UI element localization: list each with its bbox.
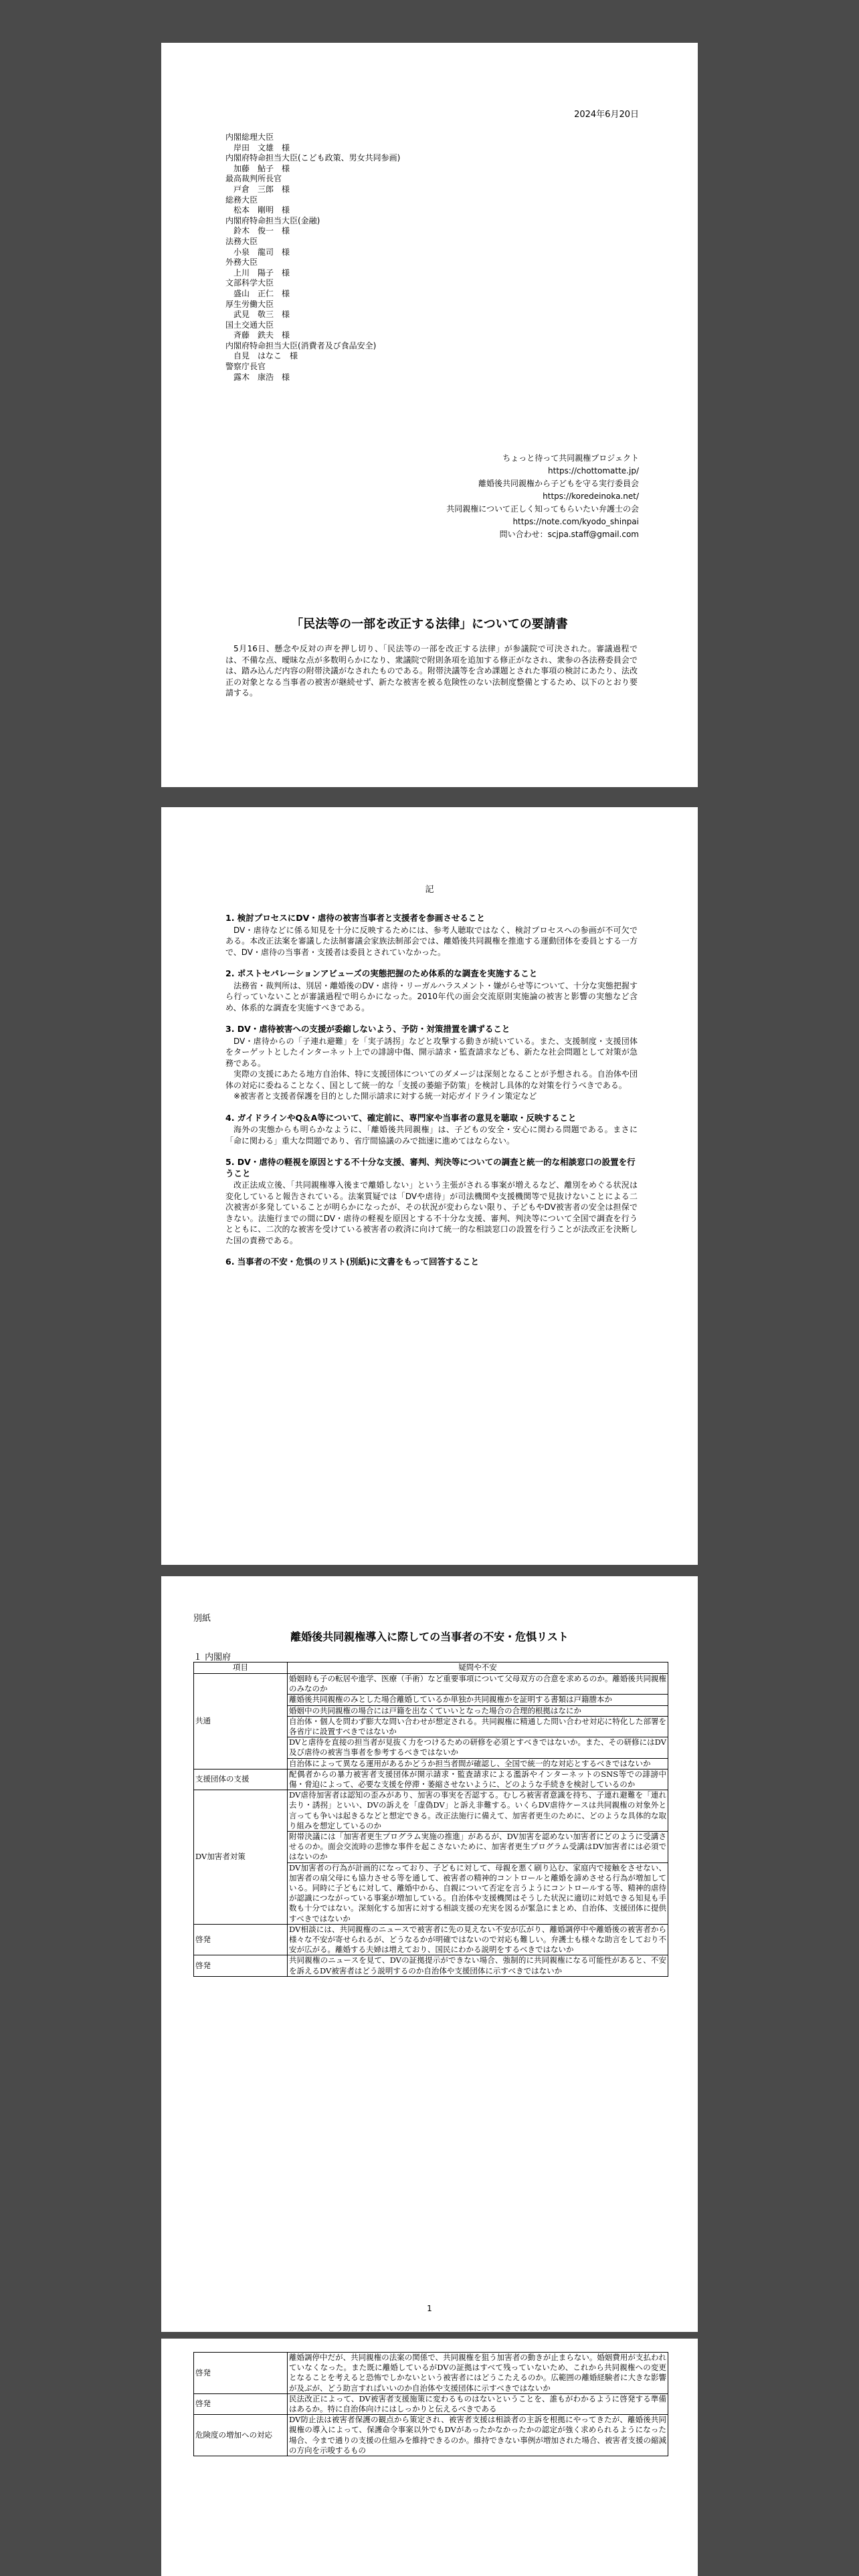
- request-item-body: 法務省・裁判所は、別居・離婚後のDV・虐待・リーガルハラスメント・嫌がらせ等について、十分な実態把握すら行っていないことが審議過程で明らかになった。2010年代の面会交流原則実施論の被害と影響の実態など含め、体系的な調査を実施すべきである。: [225, 980, 638, 1012]
- category-cell: DV加害者対策: [194, 1790, 288, 1925]
- request-item-body: DV・虐待からの「子連れ避難」を「実子誘拐」などと攻撃する動きが続いている。また、支援制度・支援団体をターゲットとしたインターネット上での誹謗中傷、開示請求・監査請求なども、新たな社会問題として対策が急務である。: [225, 1036, 638, 1068]
- section-heading: １ 内閣府: [193, 1652, 231, 1662]
- request-item-note: ※被害者と支援者保護を目的とした開示請求に対する統一対応ガイドライン策定など: [233, 1091, 537, 1101]
- concern-table: [193, 1662, 668, 1977]
- page-number: 1: [427, 2304, 432, 2313]
- addressee-title: 総務大臣: [225, 195, 258, 205]
- addressee-name: 岸田 文雄 様: [233, 142, 290, 152]
- request-item-heading: 4. ガイドラインやQ＆A等について、確定前に、専門家や当事者の意見を聴取・反映すること: [225, 1112, 577, 1123]
- category-cell: 啓発: [194, 2353, 288, 2394]
- request-item-body: 実際の支援にあたる地方自治体、特に支援団体についてのダメージは深刻となることが予想される。自治体や団体の対応に委ねることなく、国として統一的な「支援の萎縮予防策」を検討し具体的な対策を行うべきである。: [225, 1069, 638, 1090]
- ki-heading: 記: [425, 885, 434, 895]
- request-item: [225, 1024, 638, 1102]
- table-row: [194, 1955, 668, 1976]
- addressee-name: 鈴木 俊一 様: [233, 226, 290, 236]
- concern-cell: DV加害者の行為が計画的になっており、子どもに対して、母親を悪く刷り込む、家庭内で接触をさせない、加害者の扇父母にも協力させる等を通して、被害者の精神的コントロールと離婚を諦めさせる行為が増加している。同時に子どもに対して、離婚中から、自親について否定を言うようにコントロールする等、精神的虐待が認識につながっている事案が増加している。自治体や支援機関はそうした状況に適切に対処できる知見も手数も十分ではない。深刻化する加害に対する相談支援の充実を図るが緊急にまとめ、自治体、支援団体に提供すべきではないか: [288, 1862, 668, 1924]
- concern-cell: DV防止法は被害者保護の観点から策定され、被害者支援は相談者の主訴を根拠にやってきたが、離婚後共同親権の導入によって、保護命令事案以外でもDVがあったかなかったかの認定が強く求められるようになった場合、今まで通りの支援の仕組みを維持できるのか。維持できない事例が増加された場合、被害者支援の縮減の方向を示唆するもの: [288, 2415, 668, 2456]
- document-date: 2024年6月20日: [574, 110, 639, 120]
- addressee-title: 最高裁判所長官: [225, 174, 282, 184]
- request-item: [225, 913, 638, 958]
- document-page-3: [161, 1576, 698, 2332]
- sender-line: ちょっと待って共同親権プロジェクト: [502, 453, 639, 463]
- addressee-title: 内閣府特命担当大臣(こども政策、男女共同参画): [225, 153, 401, 163]
- request-item-body: DV・虐待などに係る知見を十分に反映するためには、参考人聴取ではなく、検討プロセスへの参画が不可欠である。本改正法案を審議した法制審議会家族法制部会では、離婚後共同親権を推進する運動団体を委員とする一方で、DV・虐待の当事者・支援者は委員とされていなかった。: [225, 925, 638, 957]
- sender-line: https://koredeinoka.net/: [543, 492, 639, 501]
- request-items: [225, 913, 638, 1279]
- concern-table-continued: [193, 2352, 668, 2456]
- concern-cell: 離婚後共同親権のみとした場合離婚しているか単独か共同親権かを証明する書類は戸籍謄本か: [288, 1695, 668, 1705]
- table-row: [194, 2353, 668, 2394]
- concern-cell: 婚姻時も子の転居や進学、医療（手術）など重要事項について父母双方の合意を求めるのか。離婚後共同親権のみなのか: [288, 1674, 668, 1695]
- concern-cell: 自治体によって異なる運用があるかどうか担当者間が確認し、全国で統一的な対応とするべきではないか: [288, 1758, 668, 1769]
- concern-cell: 婚姻中の共同親権の場合には戸籍を出なくていいとなった場合の合理的根拠はなにか: [288, 1705, 668, 1716]
- addressee-name: 自見 はなこ 様: [233, 351, 298, 361]
- addressee-name: 露木 康浩 様: [233, 372, 290, 382]
- document-page-4: [161, 2339, 698, 2576]
- request-item-heading: 1. 検討プロセスにDV・虐待の被害当事者と支援者を参画させること: [225, 913, 485, 923]
- addressee-name: 盛山 正仁 様: [233, 288, 290, 298]
- addressee-title: 文部科学大臣: [225, 278, 274, 288]
- intro-paragraph: 5月16日、懸念や反対の声を押し切り、「民法等の一部を改正する法律」が参議院で可決された。審議過程では、不備な点、曖昧な点が多数明らかになり、衆議院で附則条項を追加する修正がなされ、衆参の各法務委員会では、踏み込んだ内容の附帯決議がなされたものである。附帯決議等を含め課題とされた事項の検討にあたり、法改正の対象となる当事者の被害が継続せず、新たな被害を被る危険性のない法制度整備とするため、以下のとおり要請する。: [225, 644, 638, 697]
- document-page-1: [161, 43, 698, 787]
- addressee-name: 小泉 龍司 様: [233, 247, 290, 257]
- addressee-title: 内閣総理大臣: [225, 132, 274, 142]
- concern-cell: 共同親権のニュースを見て、DVの証拠提示ができない場合、強制的に共同親権になる可能性があると、不安を訴えるDV被害者はどう説明するのか自治体や支援団体に示すべきではないか: [288, 1955, 668, 1976]
- request-item-heading: 5. DV・虐待の軽視を原因とする不十分な支援、審判、判決等についての調査と統一的な相談窓口の設置を行うこと: [225, 1157, 636, 1178]
- addressee-title: 内閣府特命担当大臣(金融): [225, 215, 320, 225]
- concern-cell: DV虐待加害者は認知の歪みがあり、加害の事実を否認する。むしろ被害者意識を持ち、子連れ避難を「連れ去り・誘拐」といい、DVの訴えを「虚偽DV」と訴え非難する。いくらDV虐待ケースは共同親権の対象外と言っても争いは起きるなどと想定できる。改正法施行に備えて、加害者更生のために、どのような具体的な取り組みを想定しているのか: [288, 1790, 668, 1832]
- list-title: 離婚後共同親権導入に際しての当事者の不安・危惧リスト: [290, 1630, 569, 1643]
- addressee-name: 戸倉 三郎 様: [233, 184, 290, 194]
- sender-line: 離婚後共同親権から子どもを守る実行委員会: [478, 479, 639, 488]
- category-cell: 危険度の増加への対応: [194, 2415, 288, 2456]
- table-row: [194, 1924, 668, 1955]
- request-item-body: 海外の実態からも明らかなように、「離婚後共同親権」は、子どもの安全・安心に関わる問題である。まさに「命に関わる」重大な問題であり、省庁間協議のみで拙速に進めてはならない。: [225, 1125, 638, 1146]
- table-row: [194, 1674, 668, 1695]
- request-item: [225, 1257, 638, 1268]
- addressee-name: 加藤 鮎子 様: [233, 163, 290, 173]
- request-item: [225, 1157, 638, 1246]
- request-item: [225, 1113, 638, 1147]
- addressee-title: 外務大臣: [225, 257, 258, 267]
- table-row: [194, 2415, 668, 2456]
- category-cell: 啓発: [194, 2393, 288, 2414]
- request-item-heading: 6. 当事者の不安・危惧のリスト(別紙)に文書をもって回答すること: [225, 1257, 479, 1267]
- request-item-heading: 3. DV・虐待被害への支援が委縮しないよう、予防・対策措置を講ずること: [225, 1024, 510, 1034]
- column-header-concern: 疑問や不安: [288, 1662, 668, 1674]
- addressee-title: 内閣府特命担当大臣(消費者及び食品安全): [225, 340, 377, 350]
- attachment-label: 別紙: [193, 1614, 211, 1624]
- addressee-title: 国土交通大臣: [225, 320, 274, 330]
- table-row: [194, 1790, 668, 1832]
- sender-line: https://chottomatte.jp/: [548, 466, 639, 475]
- addressee-title: 厚生労働大臣: [225, 299, 274, 309]
- category-cell: 支援団体の支援: [194, 1769, 288, 1790]
- sender-line: 問い合わせ：scjpa.staff@gmail.com: [499, 530, 639, 539]
- sender-line: https://note.com/kyodo_shinpai: [512, 517, 639, 526]
- document-page-2: [161, 807, 698, 1565]
- addressee-list: [225, 132, 400, 383]
- concern-cell: 自治体・個人を問わず膨大な問い合わせが想定される。共同親権に精通した問い合わせ対応に特化した部署を各省庁に設置すべきではないか: [288, 1716, 668, 1737]
- sender-line: 共同親権について正しく知ってもらいたい弁護士の会: [446, 504, 639, 514]
- addressee-name: 武見 敬三 様: [233, 310, 290, 320]
- table-row: [194, 2393, 668, 2414]
- addressee-name: 斉藤 鉄夫 様: [233, 330, 290, 340]
- concern-cell: 民法改正によって、DV被害者支援施策に変わるものはないということを、誰もがわかるように啓発する準備はあるか。特に自治体向けにはしっかりと伝えるべきである: [288, 2393, 668, 2414]
- request-item-body: 改正法成立後、「共同親権導入後まで離婚しない」という主張がされる事案が増えるなど、離別をめぐる状況は変化していると報告されている。法案質疑では「DVや虐待」が司法機関や支援機関等で見抜けないことによる二次被害が多発していることが明らかになったが、その状況が変わらない限り、子どもやDV被害者の安全は担保できない。法施行までの間にDV・虐待の軽視を原因とする不十分な支援、審判、判決等について全国で調査を行うとともに、二次的な被害を受けている被害者の救済に向けて統一的な相談窓口の設置を行うことが法改正を決断した国の責務である。: [225, 1180, 638, 1245]
- category-cell: 共通: [194, 1674, 288, 1769]
- sender-list: [446, 452, 639, 541]
- concern-cell: 離婚調停中だが、共同親権の法案の関係で、共同親権を狙う加害者の動きが止まらない。婚姻費用が支払われていなくなった。また既に離婚しているがDVの証拠はすべて残っていないため、これから共同親権への変更となることを考えると恐怖でしかないという被害者にはどうこたえるのか。広範囲の離婚経験者に大きな影響が及ぶが、どう助言すればいいのか自治体や支援団体に示すべきではないか: [288, 2353, 668, 2394]
- concern-cell: 配偶者からの暴力被害者支援団体が開示請求・監査請求による濫訴やインターネットのSNS等での誹謗中傷・脅迫によって、必要な支援を停滞・萎縮させないように、どのような手続きを検討しているのか: [288, 1769, 668, 1790]
- concern-cell: DV相談には、共同親権のニュースで被害者に先の見えない不安が広がり、離婚調停中や離婚後の被害者から様々な不安が寄せられるが、どうなるかが明確ではないので対応も難しい。弁護士も様々な助言をしており不安が広がる。離婚する夫婦は増えており、国民にわかる説明をするべきではないか: [288, 1924, 668, 1955]
- column-header-item: 項目: [194, 1662, 288, 1674]
- addressee-title: 警察庁長官: [225, 362, 266, 372]
- category-cell: 啓発: [194, 1924, 288, 1955]
- addressee-title: 法務大臣: [225, 236, 258, 246]
- document-title: 「民法等の一部を改正する法律」についての要請書: [291, 617, 568, 631]
- table-row: [194, 1769, 668, 1790]
- category-cell: 啓発: [194, 1955, 288, 1976]
- addressee-name: 上川 陽子 様: [233, 267, 290, 278]
- request-item-heading: 2. ポストセパレーションアビューズの実態把握のため体系的な調査を実施すること: [225, 968, 538, 978]
- request-item: [225, 968, 638, 1013]
- concern-cell: 附帯決議には「加害者更生プログラム実施の推進」があるが、DV加害を認めない加害者にどのように受講させるのか。面会交流時の悲惨な事件を起こさないために、加害者更生プログラム受講はDV加害者には必須ではないのか: [288, 1832, 668, 1863]
- concern-cell: DVと虐待を直接の担当者が見抜く力をつけるための研修を必須とすべきではないか。また、その研修にはDV及び虐待の被害当事者を参考するべきではないか: [288, 1737, 668, 1758]
- addressee-name: 松本 剛明 様: [233, 205, 290, 215]
